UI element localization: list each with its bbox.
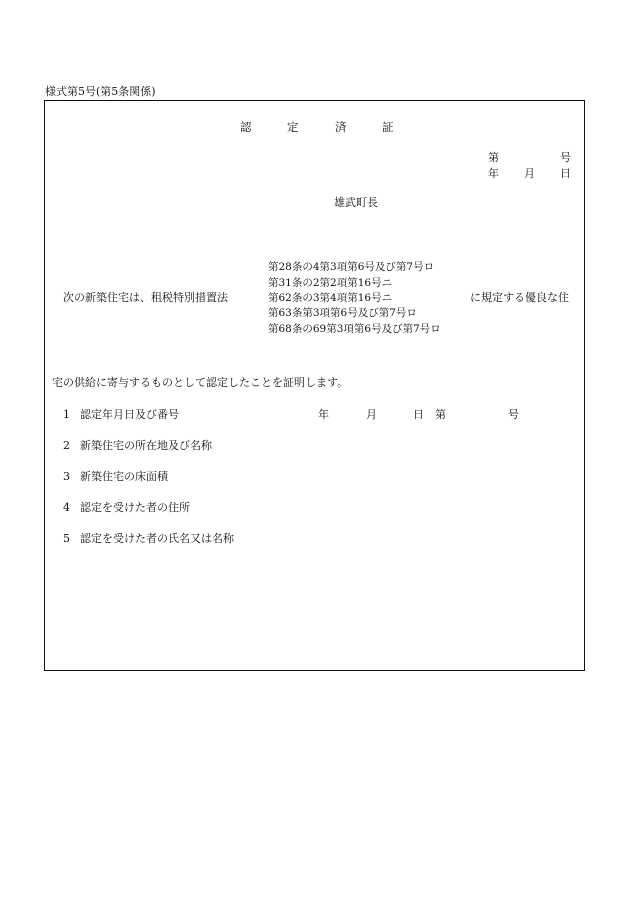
number-dai: 第: [488, 151, 499, 164]
date-day: 日: [560, 167, 571, 180]
number-go: 号: [560, 151, 571, 164]
item-2-number: 2: [63, 439, 70, 452]
item-1-year: 年: [318, 408, 329, 421]
title-char-2: 定: [287, 120, 299, 134]
statement-continuation: 宅の供給に寄与するものとして認定したことを証明します。: [52, 376, 349, 389]
date-month: 月: [524, 167, 535, 180]
title-char-1: 認: [240, 120, 252, 134]
title-char-4: 証: [382, 120, 394, 134]
item-2-label: 新築住宅の所在地及び名称: [80, 439, 212, 452]
item-1-number: 1: [63, 408, 70, 421]
form-number-label: 様式第5号(第5条関係): [45, 85, 156, 98]
item-3-number: 3: [63, 470, 70, 483]
item-4-number: 4: [63, 501, 70, 514]
issuer-name: 雄武町長: [334, 196, 378, 209]
article-line-1: 第28条の4第3項第6号及び第7号ロ: [268, 261, 435, 273]
article-line-5: 第68条の69第3項第6号及び第7号ロ: [268, 323, 441, 335]
item-5-label: 認定を受けた者の氏名又は名称: [80, 532, 234, 545]
article-line-2: 第31条の2第2項第16号ニ: [268, 277, 393, 289]
item-4-label: 認定を受けた者の住所: [80, 501, 190, 514]
item-5-number: 5: [63, 532, 70, 545]
item-3-label: 新築住宅の床面積: [80, 470, 168, 483]
statement-suffix: に規定する優良な住: [470, 291, 569, 304]
article-line-4: 第63条第3項第6号及び第7号ロ: [268, 307, 417, 319]
item-1-label: 認定年月日及び番号: [80, 408, 179, 421]
item-1-go: 号: [508, 408, 519, 421]
item-1-dai: 第: [435, 408, 446, 421]
item-1-day: 日: [413, 408, 424, 421]
statement-prefix: 次の新築住宅は、租税特別措置法: [63, 291, 228, 304]
item-1-month: 月: [366, 408, 377, 421]
date-year: 年: [488, 167, 499, 180]
article-line-3: 第62条の3第4項第16号ニ: [268, 292, 393, 304]
title-char-3: 済: [335, 120, 347, 134]
